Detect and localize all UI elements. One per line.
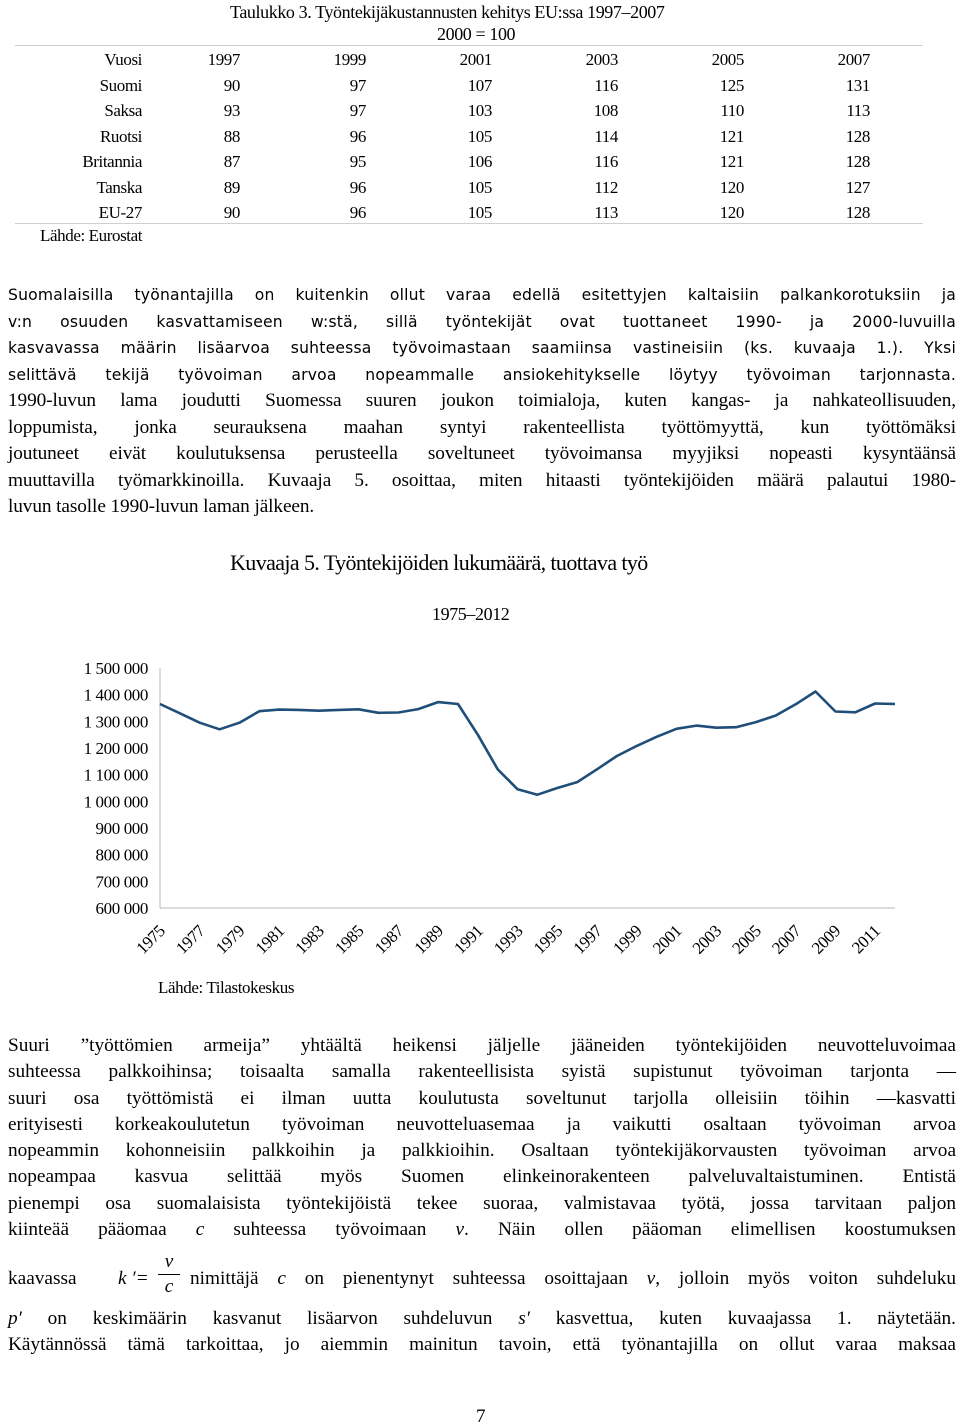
text-segment: , jolloin myös voiton suhdeluku [655, 1268, 956, 1289]
x-tick-label: 1975 [132, 921, 169, 958]
table-cell: 2003 [585, 50, 618, 70]
table-cell: 103 [467, 101, 492, 121]
paragraph-line: loppumista, jonka seurauksena maahan syntyi rakenteellista työttömyyttä, kun työttömäksi [8, 416, 956, 438]
x-tick-label: 1985 [331, 921, 368, 958]
x-tick-label: 2009 [807, 921, 845, 958]
table-cell: 108 [593, 101, 618, 121]
paragraph-3 [8, 1306, 956, 1359]
paragraph-line: kasvavassa määrin lisäarvoa suhteessa työvoimastaan saamiinsa vastineisiin (ks. kuvaaja 1.). Yksi [8, 339, 956, 357]
table-cell: 88 [223, 126, 240, 146]
table-cell: 97 [349, 75, 366, 95]
formula-tail-text [190, 1268, 956, 1290]
y-tick-label: 1 000 000 [83, 792, 148, 812]
table-cell: 131 [845, 75, 870, 95]
table-row-label: Britannia [82, 152, 142, 172]
math-symbol-c: c [195, 1219, 205, 1241]
table-row-label: Saksa [104, 101, 142, 121]
chart-source: Lähde: Tilastokeskus [158, 978, 295, 997]
x-tick-label: 1989 [410, 921, 447, 958]
chart-subtitle: 1975–2012 [432, 604, 510, 624]
table-cell: 114 [594, 126, 618, 146]
math-symbol-s-prime: s′ [518, 1308, 530, 1329]
paragraph-1 [8, 282, 956, 521]
table-cell: 116 [594, 152, 618, 172]
y-tick-label: 1 300 000 [83, 712, 148, 732]
table-cell: 112 [594, 177, 618, 197]
x-tick-label: 2005 [728, 921, 765, 958]
table-cell: 110 [720, 101, 744, 121]
table-cell: 128 [845, 203, 870, 223]
text-segment: nimittäjä [190, 1268, 278, 1289]
table-cell: 1999 [333, 50, 366, 70]
x-tick-label: 1991 [450, 921, 487, 958]
table-cell: 107 [467, 75, 492, 95]
table-cell: 96 [349, 126, 366, 146]
y-tick-label: 1 500 000 [83, 659, 148, 678]
y-tick-label: 1 400 000 [83, 685, 148, 705]
table-row-label: EU-27 [98, 203, 142, 223]
paragraph-line: Suuri ”työttömien armeija” yhtäältä heikensi jäljelle jääneiden työntekijöiden neuvotteluvoimaa [8, 1035, 956, 1056]
table-cell: 113 [846, 101, 870, 121]
paragraph-line: nopeampaa kasvua selittää myös Suomen elinkeinorakenteen palveluvaltaistuminen. Entistä [8, 1166, 956, 1188]
table-row [20, 175, 870, 201]
table-divider-bottom [15, 223, 923, 224]
y-tick-label: 1 100 000 [83, 765, 148, 785]
table-row [20, 200, 870, 226]
paragraph-line: luvun tasolle 1990-luvun laman jälkeen. [8, 496, 315, 517]
table-cell: 128 [845, 152, 870, 172]
x-tick-label: 1979 [211, 921, 249, 958]
formula-fraction [158, 1251, 180, 1298]
table-cell: 106 [467, 152, 492, 172]
x-tick-label: 1983 [291, 921, 328, 958]
table-cell: 95 [349, 152, 366, 172]
table-cell: 128 [845, 126, 870, 146]
formula-denominator: c [164, 1276, 174, 1297]
x-tick-label: 2011 [848, 921, 884, 958]
x-tick-label: 1997 [569, 921, 606, 958]
table-header-row [20, 47, 870, 73]
labour-cost-table [20, 47, 870, 226]
x-tick-label: 1987 [370, 921, 408, 958]
y-tick-label: 700 000 [95, 872, 148, 892]
text-segment: on pienentynyt suhteessa osoittajaan [285, 1268, 647, 1289]
paragraph-line: Suomalaisilla työnantajilla on kuitenkin ollut varaa edellä esitettyjen kaltaisiin palkankorotuksiin ja [8, 286, 956, 304]
paragraph-line: pienempi osa suomalaisista työntekijöistä tekee suoraa, valmistavaa työtä, jossa tarvitaan paljon [8, 1192, 956, 1214]
formula-lead-text: kaavassa [8, 1268, 77, 1289]
table-source: Lähde: Eurostat [40, 226, 143, 245]
table-caption: Taulukko 3. Työntekijäkustannusten kehitys EU:ssa 1997–2007 [230, 2, 665, 22]
x-tick-label: 1981 [251, 921, 289, 958]
table-cell: 120 [719, 203, 744, 223]
table-cell: 125 [719, 75, 744, 95]
paragraph-2 [8, 1033, 956, 1243]
page-number: 7 [476, 1406, 486, 1427]
paragraph-line: suhteessa palkkoihinsa; toisaalta samalla rakenteellisista syistä supistunut työvoiman tarjonta — [8, 1061, 956, 1083]
paragraph-line [8, 1217, 956, 1243]
table-subcaption: 2000 = 100 [437, 24, 516, 44]
table-cell: 105 [467, 126, 492, 146]
text-segment: kasvettua, kuten kuvaajassa 1. näytetään. [529, 1308, 956, 1329]
text-segment: suhteessa työvoimaan [204, 1219, 456, 1241]
table-divider-top [15, 45, 923, 46]
table-cell: 105 [467, 203, 492, 223]
table-row [20, 124, 870, 150]
table-body [20, 47, 870, 226]
y-tick-label: 800 000 [95, 845, 148, 865]
paragraph-line: joutuneet eivät koulutuksensa perusteella soveltuneet työvoimansa myyjiksi nopeasti kysyntäänsä [8, 443, 956, 464]
table-row [20, 73, 870, 99]
paragraph-line: 1990-luvun lama joudutti Suomessa suuren joukon toimialoja, kuten kangas- ja nahkateollisuuden, [8, 390, 956, 411]
table-cell: 90 [223, 203, 240, 223]
table-cell: 96 [349, 203, 366, 223]
x-tick-label: 1999 [609, 921, 646, 958]
fraction-bar [158, 1274, 180, 1275]
table-cell: 1997 [207, 50, 240, 70]
table-row [20, 98, 870, 124]
math-symbol-v: v [646, 1268, 656, 1289]
paragraph-line: selittävä tekijä työvoiman arvoa nopeammalle ansiokehitykselle löytyy työvoiman tarjonnasta. [8, 365, 956, 384]
math-symbol-p-prime: p′ [8, 1308, 22, 1329]
table-row-label: Tanska [96, 177, 142, 197]
table-row [20, 149, 870, 175]
paragraph-line: erityisesti korkeakoulutetun työvoiman neuvotteluasemaa ja vaikutti osaltaan työvoiman arvoa [8, 1113, 956, 1135]
series-line [160, 692, 895, 795]
paragraph-line: muuttavilla työmarkkinoilla. Kuvaaja 5. osoittaa, miten hitaasti työntekijöiden määrä palautui 1980- [8, 469, 956, 491]
paragraph-line: suuri osa työttömistä ei ilman uutta koulutusta soveltunut tarjolla olleisiin töihin —kasvatti [8, 1087, 956, 1109]
formula-numerator: v [164, 1251, 174, 1272]
formula-line [8, 1251, 956, 1308]
x-tick-label: 2007 [768, 921, 805, 958]
table-cell: 116 [594, 75, 618, 95]
x-tick-label: 2001 [648, 921, 686, 958]
paragraph-line [8, 1306, 956, 1332]
table-cell: 121 [719, 126, 744, 146]
employment-line-chart [0, 650, 960, 980]
text-segment: . Näin ollen pääoman elimellisen koostumuksen [464, 1219, 956, 1241]
x-tick-label: 1993 [490, 921, 527, 958]
table-cell: 127 [845, 177, 870, 197]
table-cell: 105 [467, 177, 492, 197]
math-symbol-c: c [277, 1268, 286, 1289]
table-cell: 113 [594, 203, 618, 223]
table-cell: 120 [719, 177, 744, 197]
table-row-label: Vuosi [104, 50, 142, 70]
table-cell: 96 [349, 177, 366, 197]
table-cell: 2005 [711, 50, 744, 70]
text-segment: kiinteää pääomaa [8, 1219, 196, 1241]
formula-lhs: k ′= [118, 1268, 149, 1289]
table-cell: 97 [349, 101, 366, 121]
x-tick-label: 2003 [688, 921, 726, 958]
table-row-label: Suomi [99, 75, 142, 95]
table-cell: 2001 [459, 50, 492, 70]
paragraph-line: nopeammin kohonneisiin palkkoihin ja palkkioihin. Osaltaan työntekijäkorvausten työvoiman arvoa [8, 1140, 956, 1162]
table-cell: 2007 [837, 50, 870, 70]
y-tick-label: 1 200 000 [83, 739, 148, 758]
paragraph-line: Käytännössä tämä tarkoittaa, jo aiemmin mainitun tavoin, että työnantajilla on ollut varaa maksaa [8, 1334, 956, 1356]
table-row-label: Ruotsi [99, 126, 142, 146]
x-tick-label: 1995 [529, 921, 567, 958]
y-tick-label: 900 000 [95, 819, 148, 838]
text-segment: on keskimäärin kasvanut lisäarvon suhdeluvun [21, 1308, 519, 1329]
table-cell: 89 [223, 177, 240, 197]
y-tick-label: 600 000 [95, 899, 148, 918]
x-tick-label: 1977 [172, 921, 209, 958]
table-cell: 121 [719, 152, 744, 172]
table-cell: 93 [223, 101, 240, 121]
math-symbol-v: v [455, 1219, 465, 1241]
table-cell: 90 [223, 75, 240, 95]
chart-title: Kuvaaja 5. Työntekijöiden lukumäärä, tuottava työ [230, 550, 648, 575]
table-cell: 87 [223, 152, 240, 172]
paragraph-line: v:n osuuden kasvattamiseen w:stä, sillä työntekijät ovat tuottaneet 1990- ja 2000-luvuilla [8, 312, 956, 331]
